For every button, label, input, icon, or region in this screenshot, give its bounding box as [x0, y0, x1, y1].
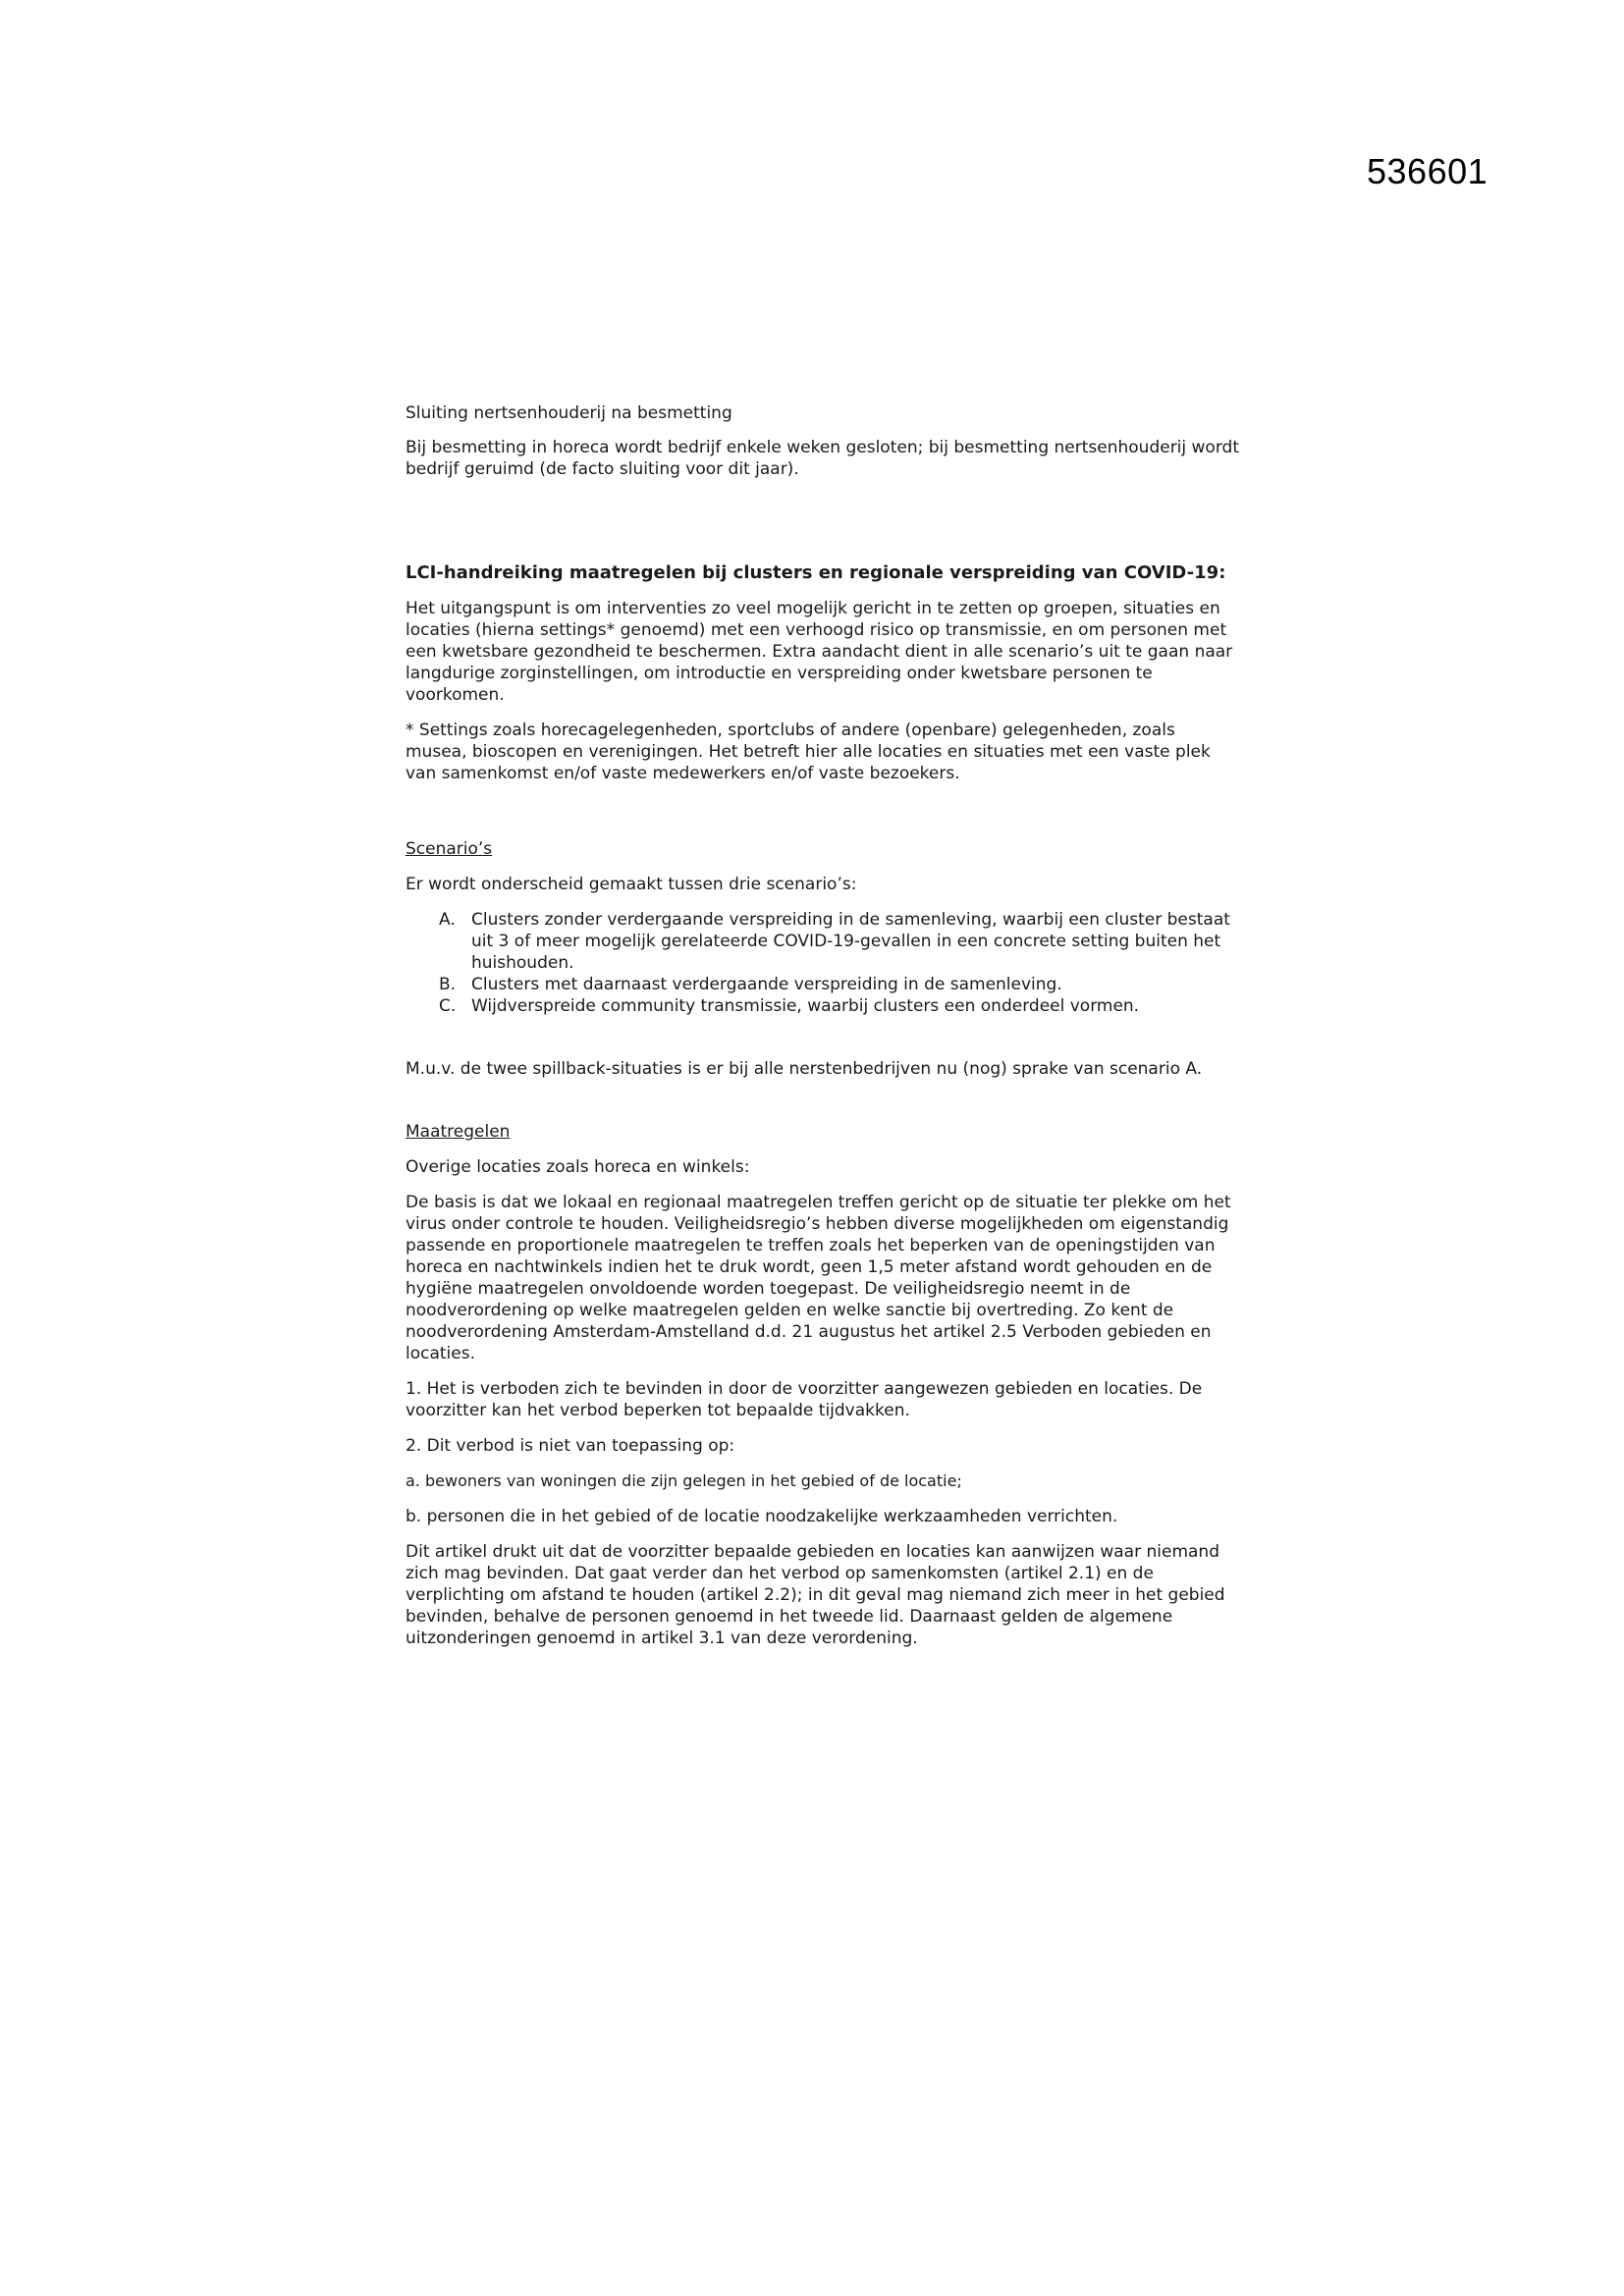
list-item-letter: B.: [439, 975, 457, 994]
list-item: [406, 974, 1240, 995]
heading-scenarios: Scenario’s: [406, 839, 493, 859]
heading-lci-handreiking: LCI-handreiking maatregelen bij clusters en regionale verspreiding van COVID-19:: [406, 562, 1226, 583]
section-text-sluiting: Bij besmetting in horeca wordt bedrijf enkele weken gesloten; bij besmetting nertsenhouderij wordt bedrijf geruimd (de facto sluiting voor dit jaar).: [406, 438, 1239, 479]
list-item: [406, 995, 1240, 1017]
scenarios-intro: Er wordt onderscheid gemaakt tussen drie scenario’s:: [406, 875, 857, 894]
list-item-text: Clusters zonder verdergaande verspreiding in de samenleving, waarbij een cluster bestaat uit 3 of meer mogelijk gerelateerde COVID-19-gevallen in een concrete setting buiten het huishouden.: [471, 910, 1230, 973]
list-item-text: Clusters met daarnaast verdergaande verspreiding in de samenleving.: [471, 975, 1062, 994]
paragraph-settings-footnote: * Settings zoals horecagelegenheden, sportclubs of andere (openbare) gelegenheden, zoals musea, bioscopen en verenigingen. Het betreft hier alle locaties en situaties met een vaste plek van samenkomst en/of vaste medewerkers en/of vaste bezoekers.: [406, 721, 1211, 783]
document-number: 536601: [1367, 151, 1489, 191]
scenario-list: [406, 909, 1240, 1017]
paragraph-basis: De basis is dat we lokaal en regionaal maatregelen treffen gericht op de situatie ter plekke om het virus onder controle te houden. Veiligheidsregio’s hebben diverse mogelijkheden om eigenstandig passende en proportionele maatregelen te treffen zoals het beperken van de openingstijden van horeca en nachtwinkels indien het te druk wordt, geen 1,5 meter afstand wordt gehouden en de hygiëne maatregelen onvoldoende worden toegepast. De veiligheidsregio neemt in de noodverordening op welke maatregelen gelden en welke sanctie bij overtreding. Zo kent de noodverordening Amsterdam-Amstelland d.d. 21 augustus het artikel 2.5 Verboden gebieden en locaties.: [406, 1193, 1231, 1363]
list-item: [406, 909, 1240, 974]
paragraph-toelichting: Dit artikel drukt uit dat de voorzitter bepaalde gebieden en locaties kan aanwijzen waar niemand zich mag bevinden. Dat gaat verder dan het verbod op samenkomsten (artikel 2.1) en de verplichting om afstand te houden (artikel 2.2); in dit geval mag niemand zich meer in het gebied bevinden, behalve de personen genoemd in het tweede lid. Daarnaast gelden de algemene uitzonderingen genoemd in artikel 3.1 van deze verordening.: [406, 1542, 1225, 1648]
paragraph-uitgangspunt: Het uitgangspunt is om interventies zo veel mogelijk gericht in te zetten op groepen, situaties en locaties (hierna settings* genoemd) met een verhoogd risico op transmissie, en om personen met een kwetsbare gezondheid te beschermen. Extra aandacht dient in alle scenario’s uit te gaan naar langdurige zorginstellingen, om introductie en verspreiding onder kwetsbare personen te voorkomen.: [406, 599, 1233, 705]
paragraph-artikel-lid-1: 1. Het is verboden zich te bevinden in door de voorzitter aangewezen gebieden en locaties. De voorzitter kan het verbod beperken tot bepaalde tijdvakken.: [406, 1379, 1203, 1420]
section-title-sluiting: Sluiting nertsenhouderij na besmetting: [406, 403, 732, 423]
maatregelen-subheading: Overige locaties zoals horeca en winkels:: [406, 1157, 750, 1177]
paragraph-artikel-lid-2: 2. Dit verbod is niet van toepassing op:: [406, 1436, 735, 1456]
list-item-letter: A.: [439, 910, 456, 930]
document-body: [406, 402, 1240, 1649]
list-item-letter: C.: [439, 996, 457, 1016]
heading-maatregelen: Maatregelen: [406, 1122, 511, 1142]
list-item-text: Wijdverspreide community transmissie, waarbij clusters een onderdeel vormen.: [471, 996, 1140, 1016]
paragraph-uitzondering-a: a. bewoners van woningen die zijn gelegen in het gebied of de locatie;: [406, 1471, 962, 1490]
scenario-note: M.u.v. de twee spillback-situaties is er bij alle nerstenbedrijven nu (nog) sprake van scenario A.: [406, 1059, 1203, 1079]
paragraph-uitzondering-b: b. personen die in het gebied of de locatie noodzakelijke werkzaamheden verrichten.: [406, 1507, 1118, 1526]
